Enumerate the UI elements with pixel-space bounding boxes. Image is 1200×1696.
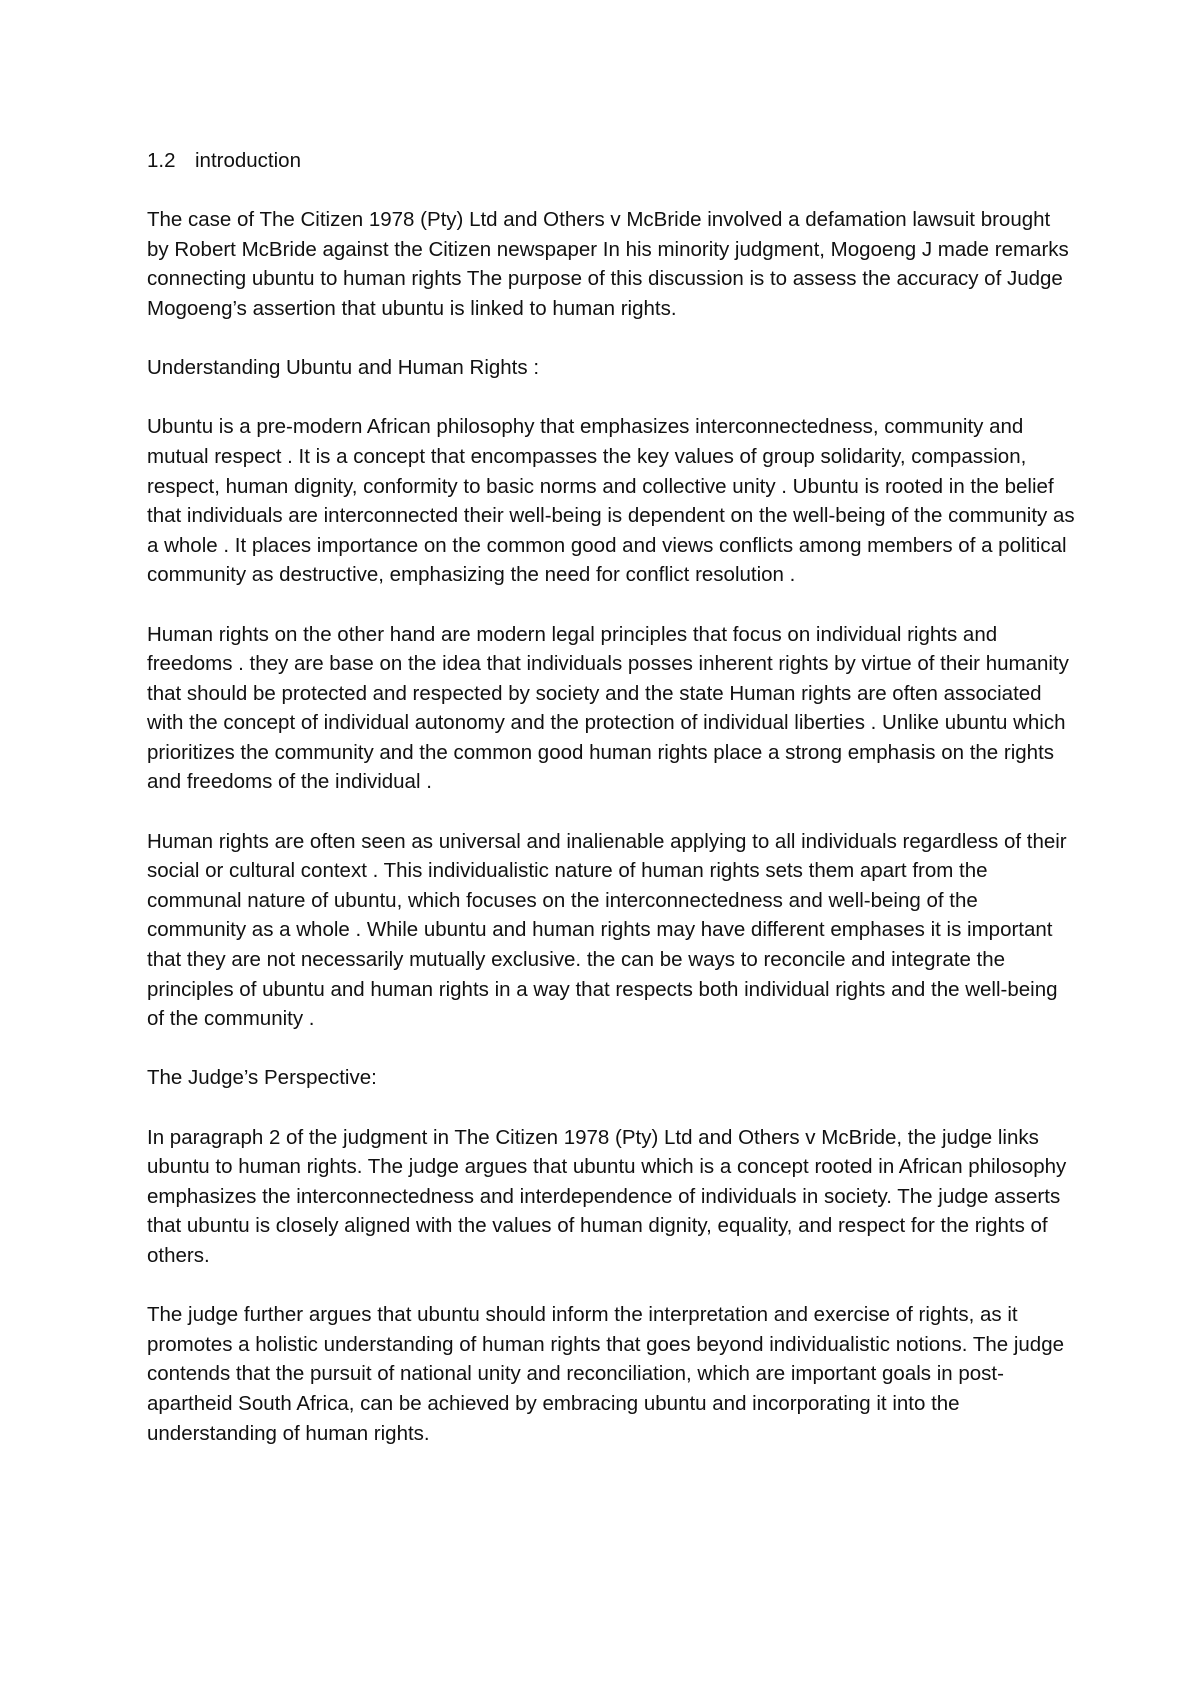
subheading-ubuntu-human-rights: Understanding Ubuntu and Human Rights :: [147, 356, 540, 380]
section-title: introduction: [195, 149, 301, 172]
universal-rights-paragraph: Human rights are often seen as universal and inalienable applying to all individuals regardless of their social or cultural context . This individualistic nature of human rights sets them apart from the communal nature of ubuntu, which focuses on the interconnectedness and well-being of the community as a whole . While ubuntu and human rights may have different emphases it is important that they are not necessarily mutually exclusive. the can be ways to reconcile and integrate the principles of ubuntu and human rights in a way that respects both individual rights and the well-being of the community .: [147, 829, 1067, 1031]
intro-paragraph: The case of The Citizen 1978 (Pty) Ltd and Others v McBride involved a defamation lawsuit brought by Robert McBride against the Citizen newspaper In his minority judgment, Mogoeng J made remarks connecting ubuntu to human rights The purpose of this discussion is to assess the accuracy of Judge Mogoeng’s assertion that ubuntu is linked to human rights.: [147, 208, 1069, 320]
judge-further-argues-paragraph: The judge further argues that ubuntu should inform the interpretation and exercise of rights, as it promotes a holistic understanding of human rights that goes beyond individualistic notions. The judge contends that the pursuit of national unity and reconciliation, which are important goals in post-apartheid South Africa, can be achieved by embracing ubuntu and incorporating it into the understanding of human rights.: [147, 1303, 1064, 1445]
human-rights-paragraph: Human rights on the other hand are modern legal principles that focus on individual rights and freedoms . they are base on the idea that individuals posses inherent rights by virtue of their humanity that should be protected and respected by society and the state Human rights are often associated with the concept of individual autonomy and the protection of individual liberties . Unlike ubuntu which prioritizes the community and the common good human rights place a strong emphasis on the rights and freedoms of the individual .: [147, 622, 1069, 794]
section-heading: [147, 146, 1077, 176]
section-number: 1.2: [147, 149, 176, 172]
judgment-paragraph: In paragraph 2 of the judgment in The Citizen 1978 (Pty) Ltd and Others v McBride, the judge links ubuntu to human rights. The judge argues that ubuntu which is a concept rooted in African philosophy emphasizes the interconnectedness and interdependence of individuals in society. The judge asserts that ubuntu is closely aligned with the values of human dignity, equality, and respect for the rights of others.: [147, 1125, 1067, 1267]
document-body: [147, 146, 1077, 1478]
ubuntu-paragraph: Ubuntu is a pre-modern African philosophy that emphasizes interconnectedness, community and mutual respect . It is a concept that encompasses the key values of group solidarity, compassion, respect, human dignity, conformity to basic norms and collective unity . Ubuntu is rooted in the belief that individuals are interconnected their well-being is dependent on the well-being of the community as a whole . It places importance on the common good and views conflicts among members of a political community as destructive, emphasizing the need for conflict resolution .: [147, 415, 1075, 587]
subheading-judges-perspective: The Judge’s Perspective:: [147, 1066, 377, 1090]
